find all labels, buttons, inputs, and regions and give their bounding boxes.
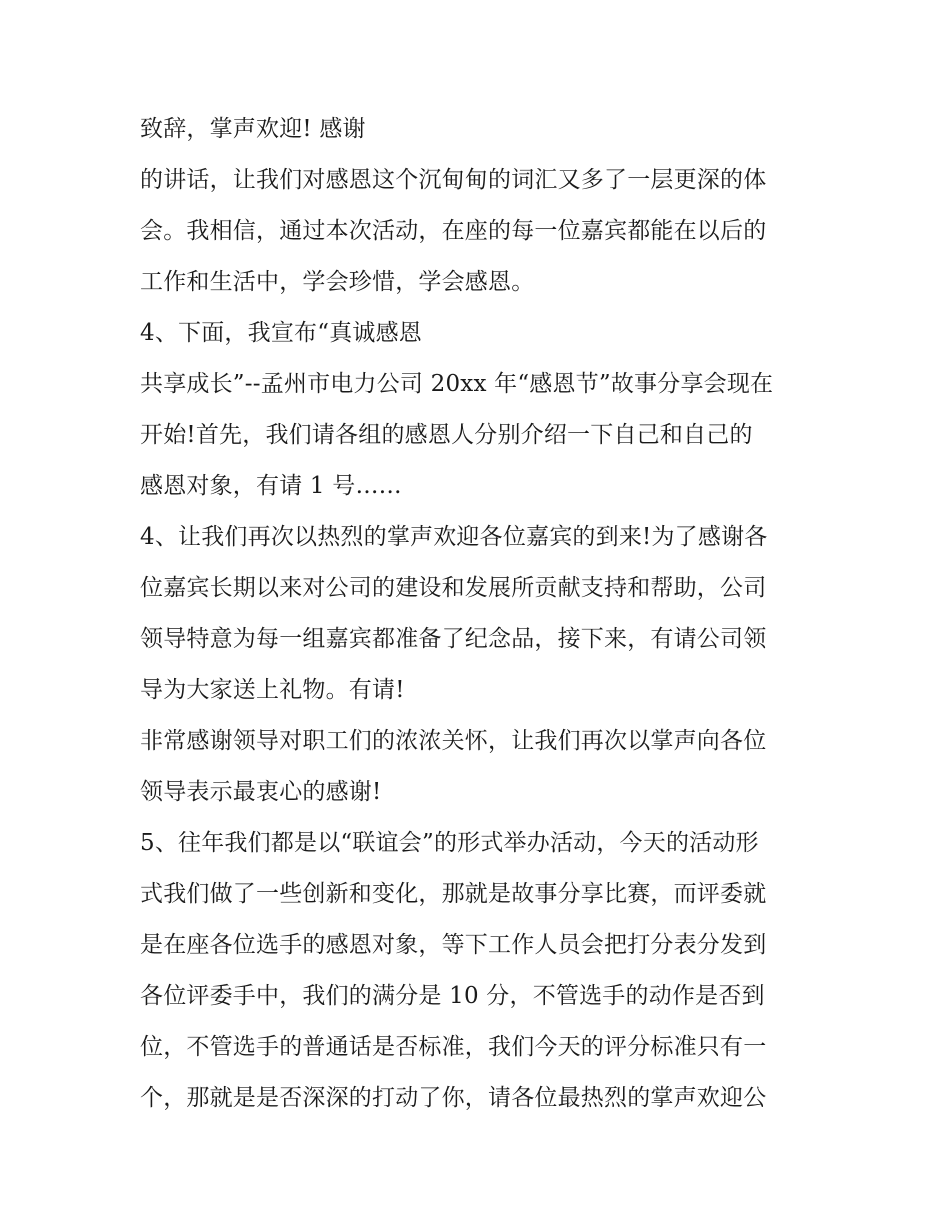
text-line: 领导特意为每一组嘉宾都准备了纪念品，接下来，有请公司领 — [140, 626, 767, 652]
text-line: 位，不管选手的普通话是否标准，我们今天的评分标准只有一 — [140, 1034, 767, 1060]
text-line: 开始!首先，我们请各组的感恩人分别介绍一下自己和自己的 — [140, 422, 753, 448]
text-line: 工作和生活中，学会珍惜，学会感恩。 — [140, 269, 535, 295]
text-line: 会。我相信，通过本次活动，在座的每一位嘉宾都能在以后的 — [140, 218, 767, 244]
text-line: 个，那就是是否深深的打动了你，请各位最热烈的掌声欢迎公 — [140, 1085, 767, 1111]
text-line: 致辞，掌声欢迎! 感谢 — [140, 116, 366, 142]
text-line: 的讲话，让我们对感恩这个沉甸甸的词汇又多了一层更深的体 — [140, 167, 767, 193]
text-line: 式我们做了一些创新和变化，那就是故事分享比赛，而评委就 — [140, 881, 767, 907]
text-line: 5、往年我们都是以“联谊会”的形式举办活动，今天的活动形 — [140, 830, 759, 856]
text-line: 共享成长”--孟州市电力公司 20xx 年“感恩节”故事分享会现在 — [140, 371, 774, 397]
text-line: 导为大家送上礼物。有请! — [140, 677, 405, 703]
text-line: 是在座各位选手的感恩对象，等下工作人员会把打分表分发到 — [140, 932, 767, 958]
text-line: 领导表示最衷心的感谢! — [140, 779, 382, 805]
text-line: 各位评委手中，我们的满分是 10 分，不管选手的动作是否到 — [140, 983, 765, 1009]
text-line: 4、让我们再次以热烈的掌声欢迎各位嘉宾的到来!为了感谢各 — [140, 524, 768, 550]
text-line: 感恩对象，有请 1 号…… — [140, 473, 402, 499]
text-line: 非常感谢领导对职工们的浓浓关怀，让我们再次以掌声向各位 — [140, 728, 767, 754]
text-line: 位嘉宾长期以来对公司的建设和发展所贡献支持和帮助，公司 — [140, 575, 767, 601]
text-line: 4、下面，我宣布“真诚感恩 — [140, 320, 422, 346]
document-body — [140, 104, 820, 1124]
